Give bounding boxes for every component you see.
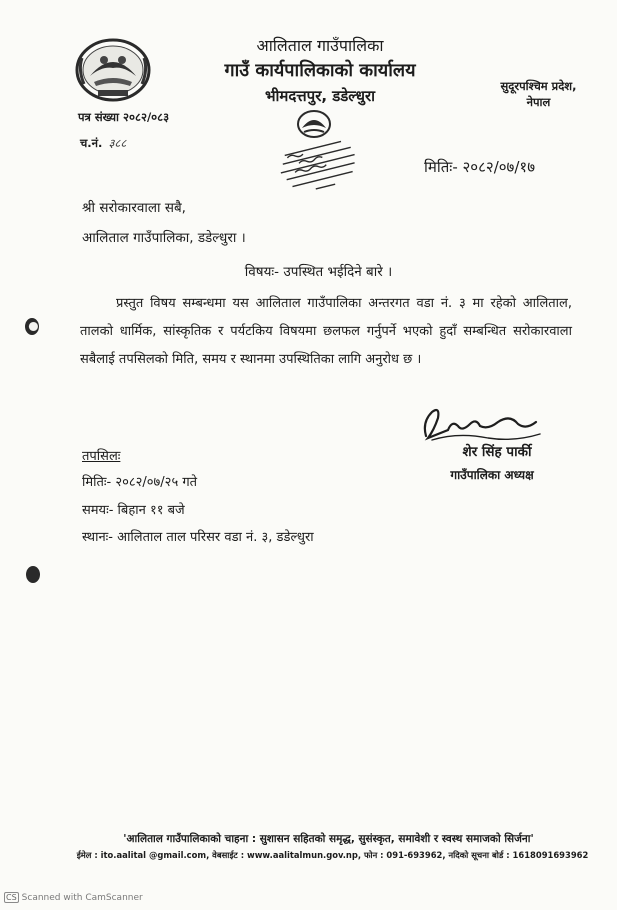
dispatch-label: च.नं. (80, 136, 103, 150)
municipality-name: आलिताल गाउँपालिका (256, 36, 384, 55)
meeting-date: मितिः- २०८२/०७/२५ गते (82, 475, 198, 490)
province-block (486, 78, 591, 110)
reference-number: पत्र संख्या २०८२/०८३ (78, 110, 170, 124)
footer-contact: ईमेल : ito.aalital @gmail.com, वेबसाईट : www.aalitalmun.gov.np, फोन : 091-693962, नदिको सूचना बोर्ड : 1618091693962 (76, 850, 589, 860)
handwritten-signature (418, 400, 548, 448)
letter-subject: विषयः- उपस्थित भईदिने बारे । (244, 264, 393, 280)
dispatch-number (80, 136, 126, 151)
recipient-line-1: श्री सरोकारवाला सबै, (82, 200, 186, 216)
details-heading: तपसिलः (82, 449, 121, 464)
country-name: नेपाल (526, 95, 551, 109)
province-name: सुदूरपश्चिम प्रदेश, (500, 79, 577, 93)
scanner-text: Scanned with CamScanner (21, 893, 143, 903)
signatory-name: शेर सिंह पार्की (462, 444, 532, 460)
letter-body: प्रस्तुत विषय सम्बन्धमा यस आलिताल गाउँपालिका अन्तरगत वडा नं. ३ मा रहेको आलिताल, तालको धार्मिक, सांस्कृतिक र पर्यटकिय विषयमा छलफल गर्नुपर्ने भएको हुदाँ सम्बन्धित सरोकारवाला सबैलाई तपसिलको मिति, समय र स्थानमा उपस्थितिका लागि अनुरोध छ । (80, 296, 572, 367)
signatory-title: गाउँपालिका अध्यक्ष (450, 468, 534, 482)
office-location: भीमदत्तपुर, डडेल्धुरा (264, 87, 376, 105)
letter-date: मितिः- २०८२/०७/१७ (424, 158, 536, 176)
recipient-line-2: आलिताल गाउँपालिका, डडेल्धुरा । (82, 230, 246, 246)
dispatch-value: ३८८ (108, 136, 127, 150)
meeting-place: स्थानः- आलिताल ताल परिसर वडा नं. ३, डडेल्धुरा (82, 530, 314, 545)
footer-slogan: 'आलिताल गाउँपालिकाको चाहना : सुशासन सहितको समृद्ध, सुसंस्कृत, समावेशी र स्वस्थ समाजको सिर्जना' (123, 833, 534, 845)
office-title: गाउँ कार्यपालिकाको कार्यालय (224, 60, 416, 81)
scanner-watermark (4, 892, 143, 903)
nepal-emblem-logo (74, 36, 152, 104)
meeting-time: समयः- बिहान ११ बजे (82, 503, 185, 518)
punch-hole-mark (25, 318, 39, 335)
punch-hole-mark (26, 566, 40, 583)
office-seal-stamp (270, 104, 380, 206)
camscanner-logo-icon: CS (6, 893, 17, 902)
